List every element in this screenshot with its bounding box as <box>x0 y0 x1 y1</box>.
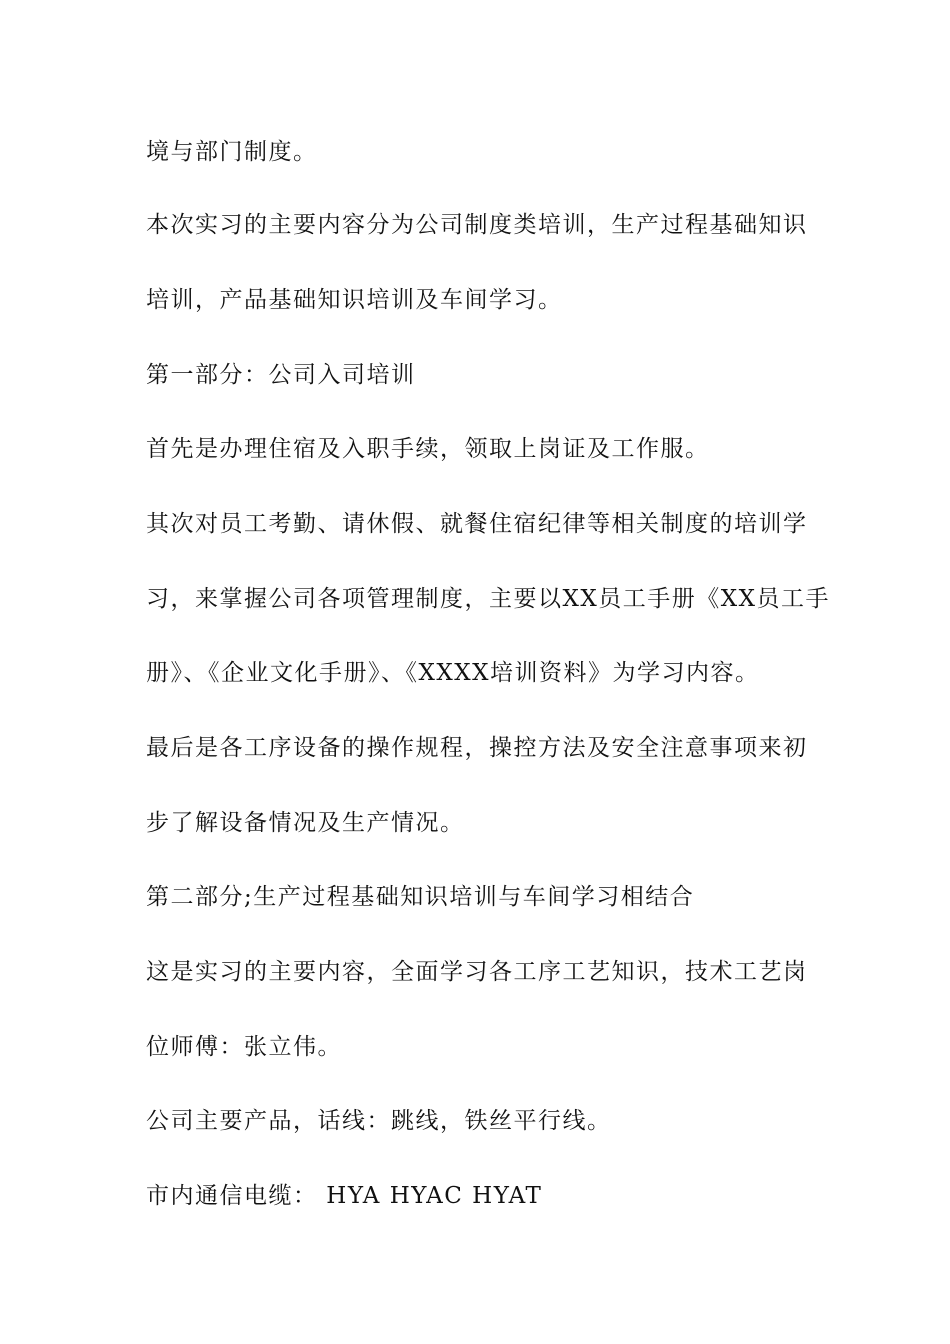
section-heading: 第一部分：公司入司培训 <box>146 362 416 388</box>
text-line: 其次对员工考勤、请休假、就餐住宿纪律等相关制度的培训学 <box>146 511 808 537</box>
text-line: 本次实习的主要内容分为公司制度类培训，生产过程基础知识 <box>146 212 808 238</box>
text-line: 公司主要产品，话线：跳线，铁丝平行线。 <box>146 1108 612 1134</box>
text-line: 境与部门制度。 <box>146 139 318 165</box>
text-line: 这是实习的主要内容，全面学习各工序工艺知识，技术工艺岗 <box>146 959 808 985</box>
text-line: 册》、《企业文化手册》、《XXXX培训资料》为学习内容。 <box>146 660 760 686</box>
text-line: 培训，产品基础知识培训及车间学习。 <box>146 287 563 313</box>
text-line: 位师傅：张立伟。 <box>146 1034 342 1060</box>
section-heading: 第二部分;生产过程基础知识培训与车间学习相结合 <box>146 884 695 910</box>
text-line: 首先是办理住宿及入职手续，领取上岗证及工作服。 <box>146 436 710 462</box>
text-line: 步了解设备情况及生产情况。 <box>146 810 465 836</box>
text-line: 习，来掌握公司各项管理制度，主要以XX员工手册《XX员工手 <box>146 586 830 612</box>
text-line: 市内通信电缆： HYA HYAC HYAT <box>146 1183 543 1209</box>
text-line: 最后是各工序设备的操作规程，操控方法及安全注意事项来初 <box>146 735 808 761</box>
